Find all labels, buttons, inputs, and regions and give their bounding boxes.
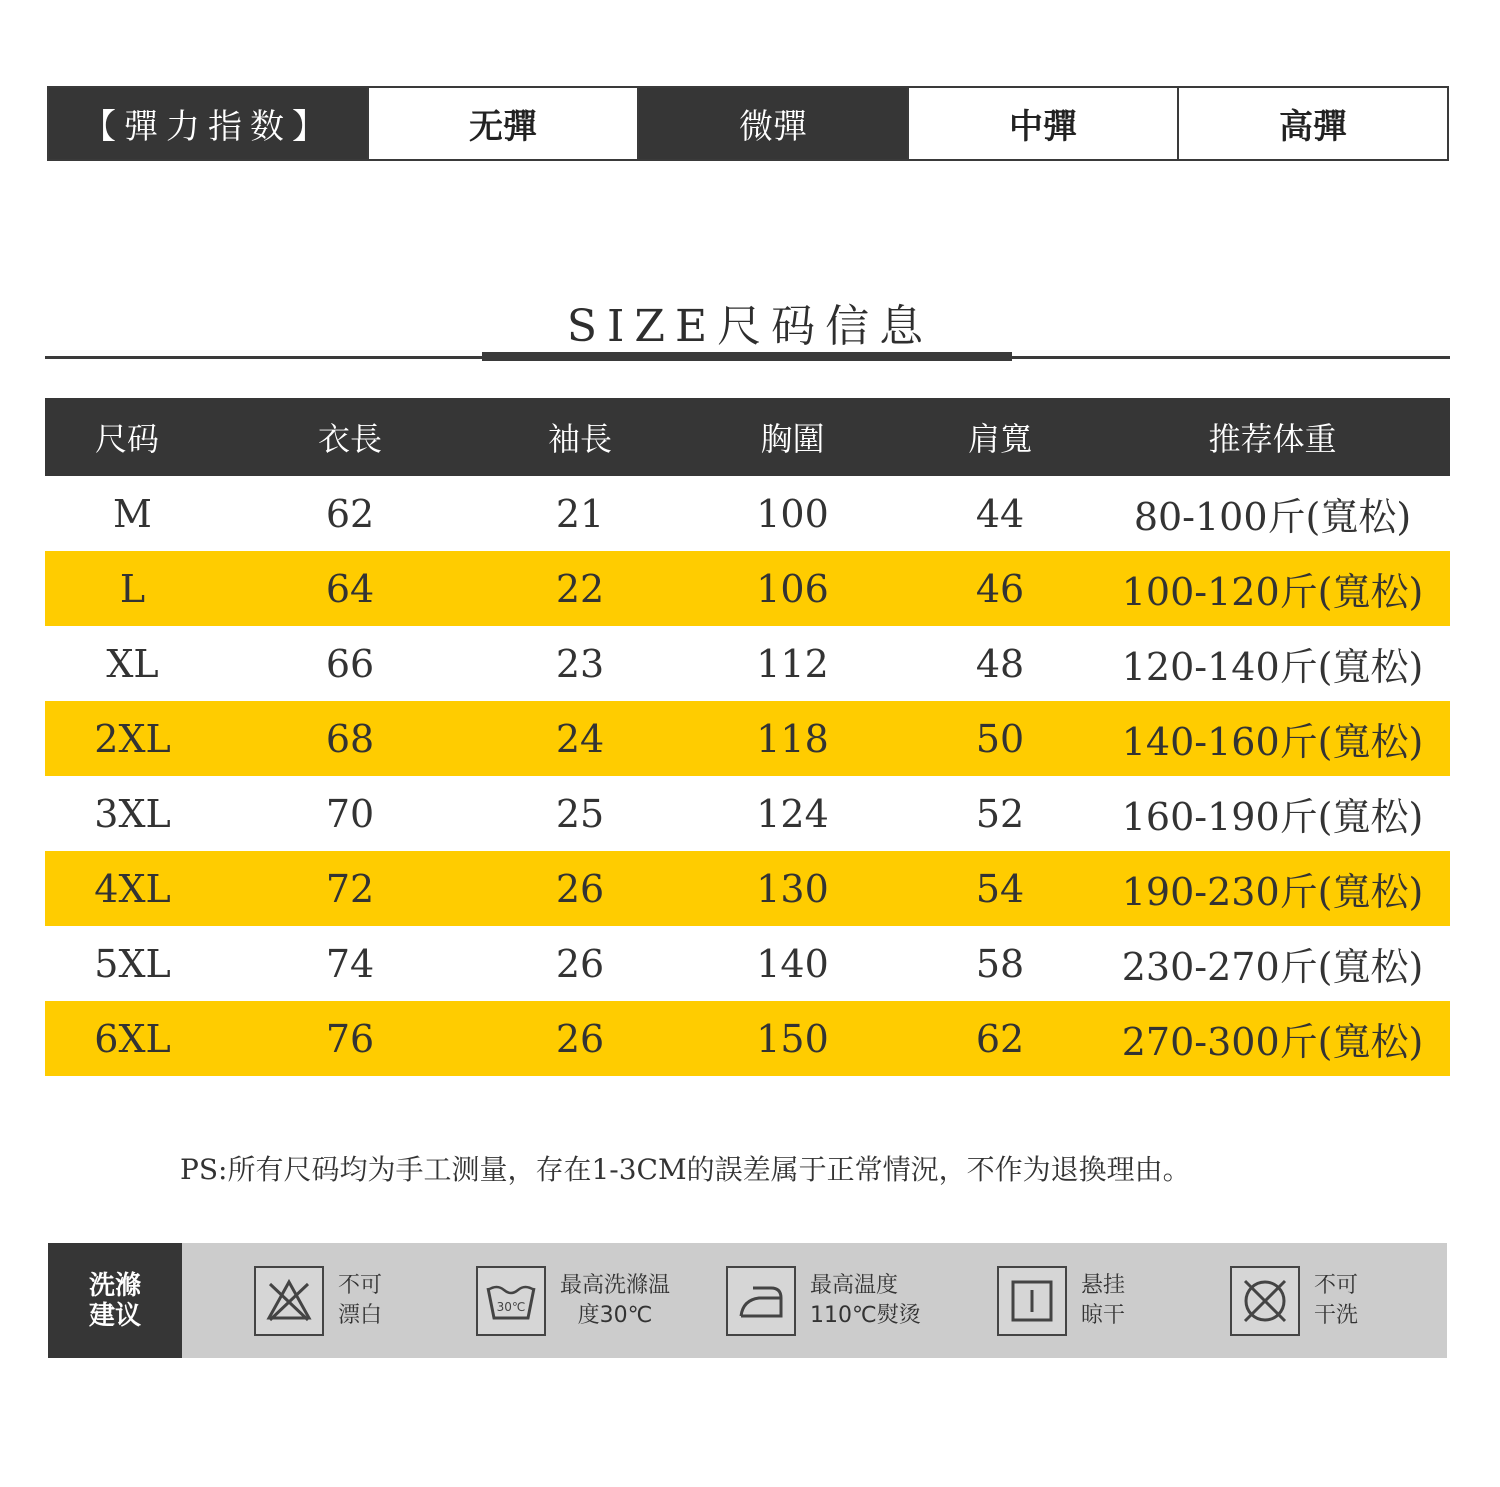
cell-sleeve: 26 bbox=[555, 941, 605, 986]
cell-sleeve: 26 bbox=[555, 866, 605, 911]
cell-length: 64 bbox=[325, 566, 375, 611]
cell-sleeve: 24 bbox=[555, 716, 605, 761]
wash-item-temperature-line1: 最高洗滌温 bbox=[560, 1272, 671, 1298]
cell-sleeve: 21 bbox=[555, 491, 605, 536]
cell-size: L bbox=[119, 566, 146, 611]
header-sleeve: 袖長 bbox=[547, 420, 612, 458]
table-row bbox=[45, 626, 1450, 701]
cell-size: 2XL bbox=[94, 716, 171, 761]
hang-dry-icon bbox=[997, 1266, 1067, 1336]
cell-weight: 190-230斤(寬松) bbox=[1121, 870, 1424, 914]
cell-length: 74 bbox=[325, 941, 375, 986]
cell-size: 3XL bbox=[94, 791, 171, 836]
header-chest: 胸圍 bbox=[760, 420, 825, 458]
washing-header bbox=[48, 1243, 182, 1358]
wash-item-no-dry-clean bbox=[1230, 1263, 1358, 1338]
cell-size: 4XL bbox=[94, 866, 171, 911]
cell-sleeve: 22 bbox=[555, 566, 605, 611]
cell-shoulder: 54 bbox=[975, 866, 1025, 911]
elasticity-option-medium: 中彈 bbox=[907, 88, 1177, 159]
cell-size: 5XL bbox=[94, 941, 171, 986]
wash-item-hang-dry-line2: 晾干 bbox=[1081, 1302, 1126, 1328]
wash-item-no-bleach-line2: 漂白 bbox=[338, 1302, 383, 1328]
wash-item-no-bleach bbox=[254, 1263, 382, 1338]
cell-chest: 106 bbox=[756, 566, 829, 611]
wash-item-hang-dry bbox=[997, 1263, 1125, 1338]
wash-item-iron bbox=[726, 1263, 921, 1338]
measurement-note: PS:所有尺码均为手工测量，存在1-3CM的誤差属于正常情況，不作为退換理由。 bbox=[180, 1153, 1191, 1186]
header-size: 尺码 bbox=[95, 420, 160, 458]
cell-shoulder: 50 bbox=[975, 716, 1025, 761]
cell-shoulder: 62 bbox=[975, 1016, 1025, 1061]
iron-icon bbox=[726, 1266, 796, 1336]
wash-item-temperature bbox=[476, 1263, 670, 1338]
cell-length: 76 bbox=[325, 1016, 375, 1061]
wash-item-no-dry-clean-line2: 干洗 bbox=[1314, 1302, 1359, 1328]
no-bleach-icon bbox=[254, 1266, 324, 1336]
header-weight: 推荐体重 bbox=[1208, 420, 1337, 458]
wash-item-temperature-line2: 度30℃ bbox=[577, 1302, 653, 1328]
cell-length: 72 bbox=[325, 866, 375, 911]
wash-item-iron-line2: 110℃熨烫 bbox=[810, 1302, 921, 1328]
section-title: SIZE尺码信息 bbox=[566, 301, 934, 352]
cell-chest: 112 bbox=[756, 641, 829, 686]
cell-length: 62 bbox=[325, 491, 375, 536]
cell-weight: 120-140斤(寬松) bbox=[1121, 645, 1424, 689]
cell-sleeve: 25 bbox=[555, 791, 605, 836]
cell-shoulder: 58 bbox=[975, 941, 1025, 986]
table-row bbox=[45, 476, 1450, 551]
cell-sleeve: 23 bbox=[555, 641, 605, 686]
cell-weight: 270-300斤(寬松) bbox=[1121, 1020, 1424, 1064]
cell-chest: 118 bbox=[756, 716, 829, 761]
cell-weight: 230-270斤(寬松) bbox=[1121, 945, 1424, 989]
cell-size: M bbox=[113, 491, 152, 536]
cell-weight: 100-120斤(寬松) bbox=[1121, 570, 1424, 614]
wash-30-icon-label: 30℃ bbox=[496, 1299, 526, 1314]
header-length: 衣長 bbox=[317, 420, 382, 458]
cell-size: XL bbox=[106, 641, 159, 686]
wash-item-iron-line1: 最高温度 bbox=[810, 1272, 899, 1298]
cell-weight: 160-190斤(寬松) bbox=[1121, 795, 1424, 839]
wash-item-no-dry-clean-line1: 不可 bbox=[1314, 1272, 1359, 1298]
table-row bbox=[45, 1001, 1450, 1076]
table-row bbox=[45, 701, 1450, 776]
table-row bbox=[45, 776, 1450, 851]
cell-chest: 140 bbox=[756, 941, 829, 986]
cell-shoulder: 52 bbox=[975, 791, 1025, 836]
washing-header-line2: 建议 bbox=[88, 1300, 141, 1331]
cell-size: 6XL bbox=[94, 1016, 171, 1061]
table-row bbox=[45, 926, 1450, 1001]
cell-chest: 130 bbox=[756, 866, 829, 911]
cell-length: 66 bbox=[325, 641, 375, 686]
size-table bbox=[45, 398, 1450, 1076]
table-row bbox=[45, 851, 1450, 926]
elasticity-option-high: 高彈 bbox=[1177, 88, 1447, 159]
cell-shoulder: 46 bbox=[975, 566, 1025, 611]
cell-shoulder: 48 bbox=[975, 641, 1025, 686]
cell-shoulder: 44 bbox=[975, 491, 1025, 536]
title-divider-accent bbox=[482, 352, 1012, 361]
no-dry-clean-icon bbox=[1230, 1266, 1300, 1336]
elasticity-bar bbox=[47, 86, 1449, 161]
elasticity-option-none: 无彈 bbox=[367, 88, 637, 159]
cell-length: 68 bbox=[325, 716, 375, 761]
elasticity-label: 【彈力指数】 bbox=[49, 88, 367, 159]
cell-chest: 150 bbox=[756, 1016, 829, 1061]
elasticity-option-slight: 微彈 bbox=[637, 88, 907, 159]
size-table-body bbox=[45, 476, 1450, 1076]
cell-weight: 140-160斤(寬松) bbox=[1121, 720, 1424, 764]
cell-sleeve: 26 bbox=[555, 1016, 605, 1061]
washing-header-line1: 洗滌 bbox=[88, 1270, 141, 1301]
cell-chest: 100 bbox=[756, 491, 829, 536]
washing-bar bbox=[48, 1243, 1447, 1358]
wash-30-icon bbox=[476, 1266, 546, 1336]
cell-chest: 124 bbox=[756, 791, 829, 836]
wash-item-no-bleach-line1: 不可 bbox=[338, 1272, 383, 1298]
wash-item-hang-dry-line1: 悬挂 bbox=[1081, 1272, 1126, 1298]
table-row bbox=[45, 551, 1450, 626]
cell-length: 70 bbox=[325, 791, 375, 836]
cell-weight: 80-100斤(寬松) bbox=[1133, 495, 1412, 539]
header-shoulder: 肩寬 bbox=[967, 420, 1032, 458]
size-table-header bbox=[45, 398, 1450, 476]
